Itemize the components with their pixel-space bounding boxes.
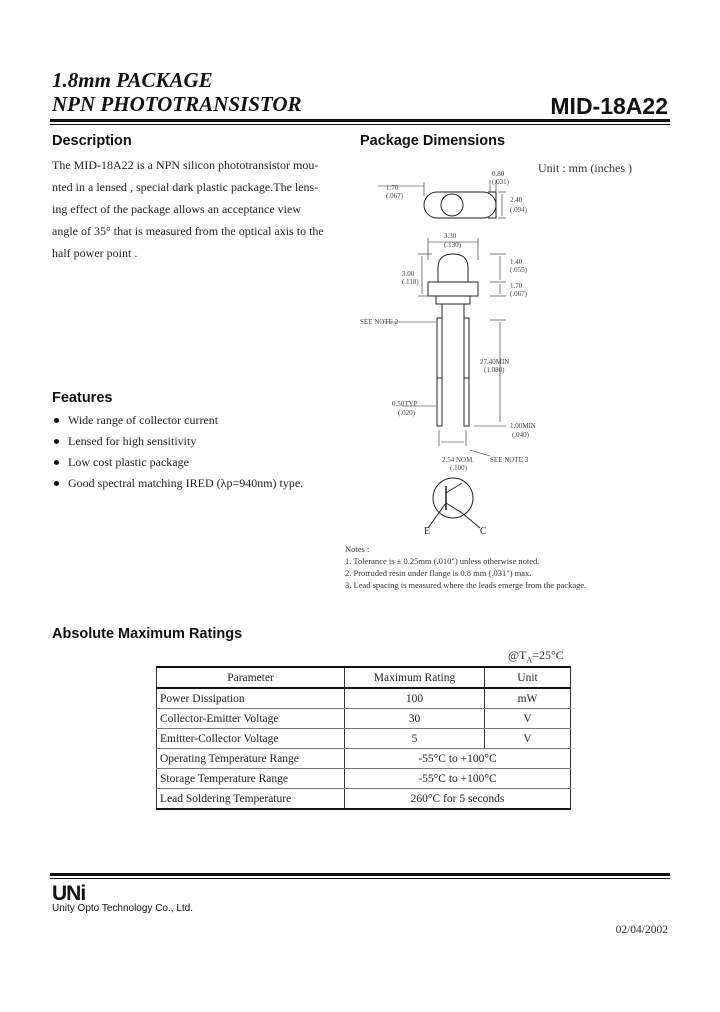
- dim-label: 1.70: [386, 184, 399, 192]
- dim-label: (.020): [398, 409, 415, 417]
- feature-item: Low cost plastic package: [52, 452, 303, 473]
- side-view-dome: [438, 254, 468, 282]
- column-header: Unit: [485, 667, 571, 688]
- footer-rule-thick: [50, 873, 670, 876]
- value-cell: -55°C to +100°C: [345, 749, 571, 769]
- dim-label: 3.30: [444, 232, 457, 240]
- dim-label: (.040): [512, 431, 529, 439]
- dim-label: SEE NOTE 2: [360, 318, 399, 326]
- ratings-table: [156, 666, 571, 810]
- description-line: half power point .: [52, 246, 138, 260]
- dim-label: 0.80: [492, 170, 505, 178]
- description-line: The MID-18A22 is a NPN silicon phototransistor mou-: [52, 158, 319, 172]
- dim-label: (.031): [492, 178, 509, 186]
- package-dimensions-heading: Package Dimensions: [360, 133, 506, 149]
- dim-label: 1.70: [510, 282, 523, 290]
- notes-title: Notes :: [345, 544, 370, 554]
- value-cell: 260°C for 5 seconds: [345, 789, 571, 810]
- note-item: 2. Protruded resin under flange is 0.8 mm (.031") max.: [345, 568, 532, 578]
- table-row: [157, 769, 571, 789]
- param-cell: Emitter-Collector Voltage: [157, 729, 345, 749]
- value-cell: 30: [345, 709, 485, 729]
- lead-emitter: [437, 318, 442, 378]
- table-row: [157, 709, 571, 729]
- bullet-icon: [54, 481, 59, 486]
- package-notes: [345, 543, 586, 591]
- lead-collector: [464, 318, 469, 378]
- dim-label: (.055): [510, 266, 527, 274]
- column-header: Maximum Rating: [345, 667, 485, 688]
- document-date: 02/04/2002: [615, 924, 668, 936]
- pin-e-label: E: [424, 526, 431, 537]
- dim-label: 2.40: [510, 196, 523, 204]
- bullet-icon: [54, 460, 59, 465]
- feature-item: Lensed for high sensitivity: [52, 431, 303, 452]
- value-cell: 100: [345, 688, 485, 709]
- features-list: [52, 410, 303, 494]
- bullet-icon: [54, 439, 59, 444]
- pin-c-label: C: [480, 526, 487, 537]
- company-logo: UNi: [52, 882, 86, 905]
- dim-label: (.100): [450, 464, 467, 472]
- value-cell: -55°C to +100°C: [345, 769, 571, 789]
- side-view-flange: [428, 282, 478, 296]
- feature-item: Wide range of collector current: [52, 410, 303, 431]
- header-rule-thick: [50, 119, 670, 122]
- bullet-icon: [54, 418, 59, 423]
- ratings-condition: $@T_A=25^\circ C$: [508, 648, 564, 665]
- unit-label: Unit : mm (inches ): [538, 161, 632, 175]
- ratings-heading: Absolute Maximum Ratings: [52, 626, 243, 642]
- table-row: [157, 729, 571, 749]
- description-line: angle of 35° that is measured from the optical axis to the: [52, 224, 324, 238]
- param-cell: Power Dissipation: [157, 688, 345, 709]
- param-cell: Storage Temperature Range: [157, 769, 345, 789]
- dim-label: SEE NOTE 3: [490, 456, 529, 464]
- dim-label: (1.080): [484, 366, 505, 374]
- top-view-outline: [424, 192, 496, 218]
- param-cell: Operating Temperature Range: [157, 749, 345, 769]
- description-text: [52, 154, 342, 264]
- title-line-1: 1.8mm PACKAGE: [52, 68, 213, 92]
- column-header: Parameter: [157, 667, 345, 688]
- table-row: [157, 688, 571, 709]
- dim-label: (.067): [510, 290, 527, 298]
- description-line: ing effect of the package allows an acceptance view: [52, 202, 301, 216]
- unit-cell: V: [485, 729, 571, 749]
- unit-cell: mW: [485, 688, 571, 709]
- part-number: MID-18A22: [550, 93, 668, 119]
- dim-label: 1.00MIN: [510, 422, 536, 430]
- note-item: 1. Tolerance is ± 0.25mm (.010") unless otherwise noted.: [345, 556, 540, 566]
- company-name: Unity Opto Technology Co., Ltd.: [52, 903, 194, 914]
- table-header-row: [157, 667, 571, 688]
- dim-label: (.067): [386, 192, 403, 200]
- feature-item: Good spectral matching IRED (λp=940nm) type.: [52, 473, 303, 494]
- table-row: [157, 789, 571, 810]
- dim-label: (.094): [510, 206, 527, 214]
- param-cell: Collector-Emitter Voltage: [157, 709, 345, 729]
- description-line: nted in a lensed , special dark plastic package.The lens-: [52, 180, 319, 194]
- package-drawing: [340, 150, 630, 540]
- dim-label: 1.40: [510, 258, 523, 266]
- dim-label: (.118): [402, 278, 419, 286]
- dim-label: 2.54 NOM.: [442, 456, 475, 464]
- value-cell: 5: [345, 729, 485, 749]
- features-heading: Features: [52, 390, 113, 406]
- header-rule-thin: [50, 124, 670, 125]
- footer-rule-thin: [50, 878, 670, 879]
- dim-label: 0.50TYP: [392, 400, 418, 408]
- table-row: [157, 749, 571, 769]
- title-line-2: NPN PHOTOTRANSISTOR: [52, 92, 302, 116]
- description-heading: Description: [52, 133, 132, 149]
- dim-label: (.130): [444, 241, 461, 249]
- note-item: 3. Lead spacing is measured where the leads emerge from the package.: [345, 580, 587, 590]
- unit-cell: V: [485, 709, 571, 729]
- dim-label: 3.00: [402, 270, 415, 278]
- top-view-lens: [441, 194, 463, 216]
- dim-label: 27.40MIN: [480, 358, 510, 366]
- param-cell: Lead Soldering Temperature: [157, 789, 345, 810]
